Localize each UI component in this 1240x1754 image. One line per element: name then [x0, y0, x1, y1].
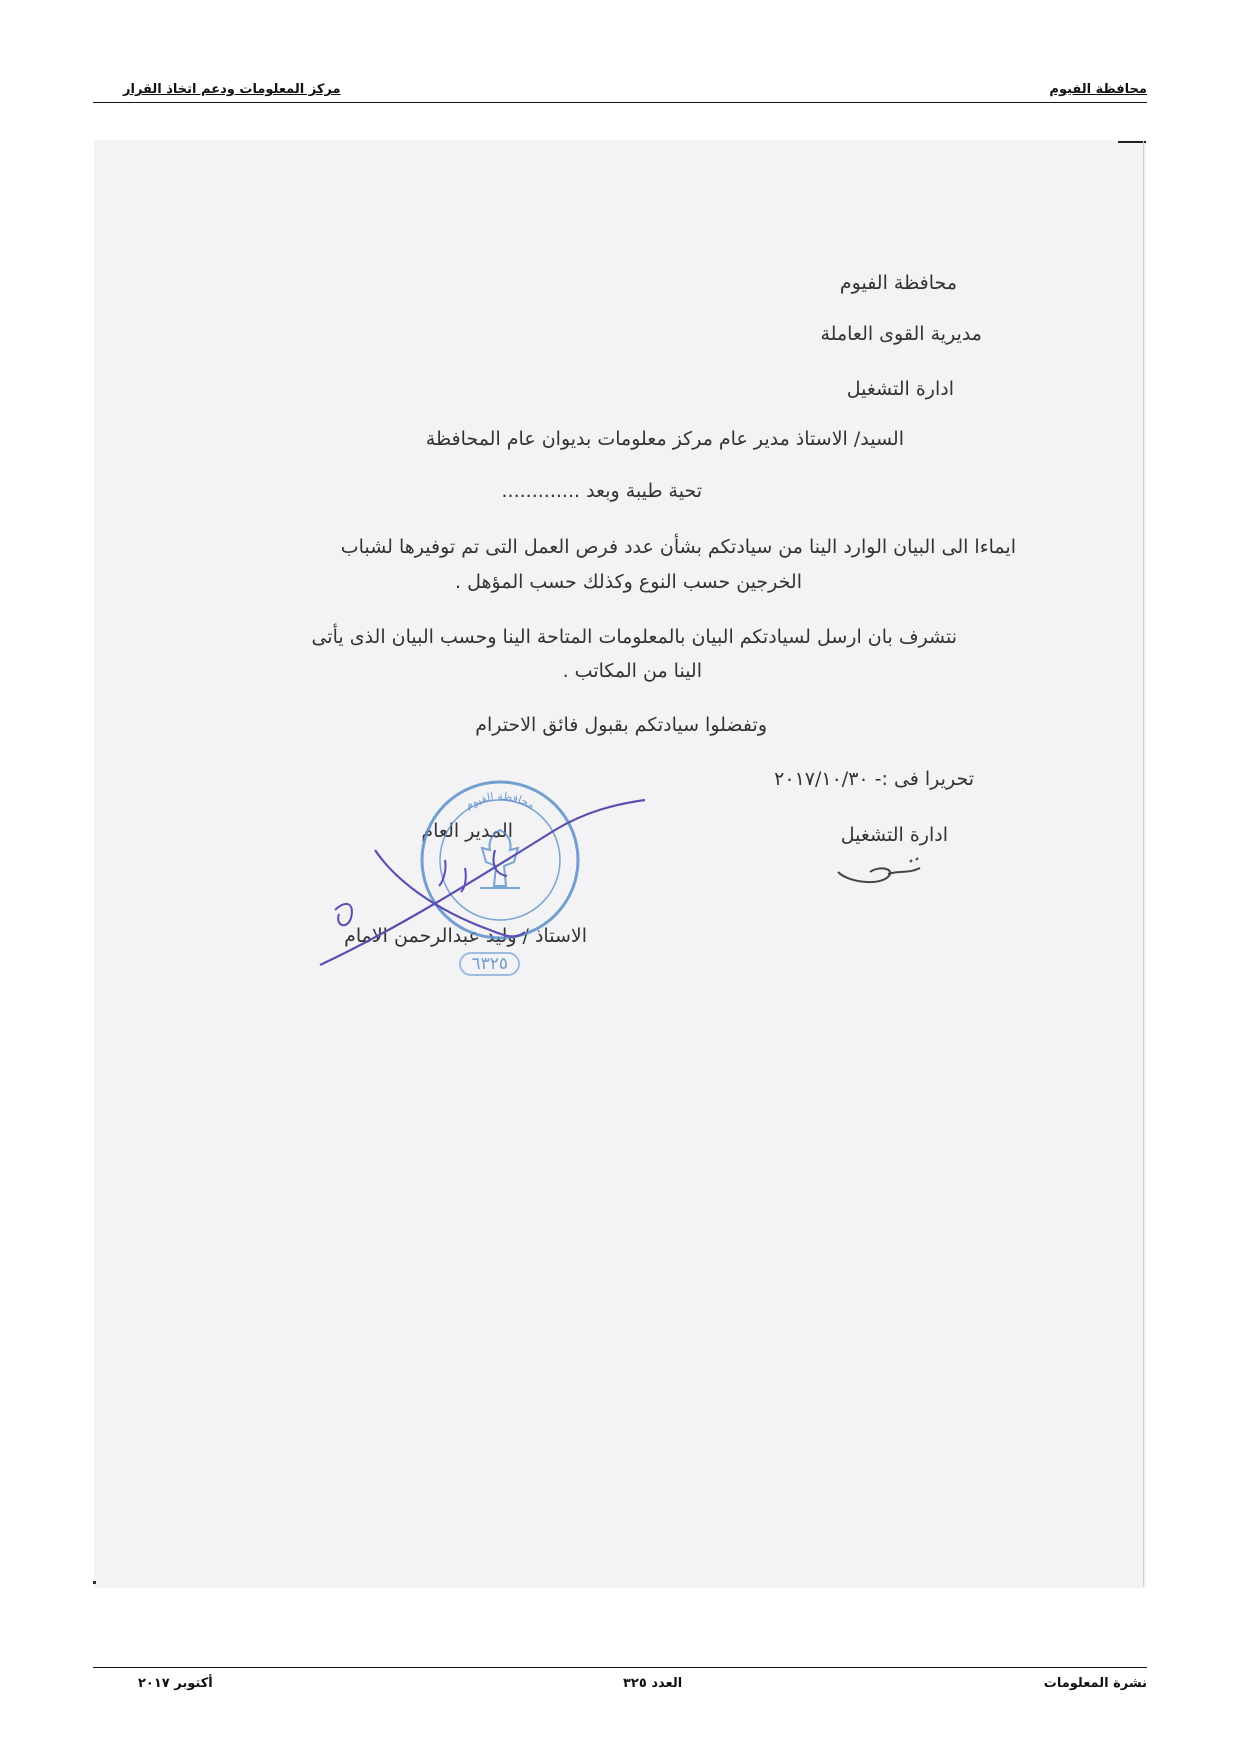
stamp-arc-text: محافظة الفيوم [462, 789, 538, 812]
scan-edge-line [1143, 141, 1144, 1587]
department-signature [830, 852, 940, 892]
letter-body2-line2: الينا من المكاتب . [562, 660, 702, 682]
letter-governorate: محافظة الفيوم [839, 272, 957, 294]
letter-addressee: السيد/ الاستاذ مدير عام مركز معلومات بديوان عام المحافظة [425, 428, 904, 450]
header-left-title: مركز المعلومات ودعم اتخاذ القرار [123, 82, 341, 97]
footer-left: أكتوبر ٢٠١٧ [138, 1676, 213, 1691]
letter-body1-line2: الخرجين حسب النوع وكذلك حسب المؤهل . [455, 571, 802, 593]
page-footer [93, 1667, 1147, 1698]
letter-date: تحريرا فى :- ٢٠١٧/١٠/٣٠ [774, 768, 974, 790]
letter-body2-line1: نتشرف بان ارسل لسيادتكم البيان بالمعلومات المتاحة الينا وحسب البيان الذى يأتى [311, 626, 957, 648]
director-signature [315, 790, 655, 990]
sign-title: المدير العام [421, 820, 513, 842]
letter-greeting: تحية طيبة وبعد ............. [501, 480, 702, 502]
scan-corner-mark [1118, 141, 1146, 143]
letter-body1-line1: ايماءا الى البيان الوارد الينا من سيادتكم بشأن عدد فرص العمل التى تم توفيرها لشباب [340, 536, 1016, 558]
header-right-title: محافظة الفيوم [1049, 82, 1147, 97]
scan-speck [93, 1581, 96, 1584]
sign-name: الاستاذ / وليد عبدالرحمن الامام [344, 925, 587, 947]
letter-closing: وتفضلوا سيادتكم بقبول فائق الاحترام [475, 714, 767, 736]
sign-department: ادارة التشغيل [840, 824, 948, 846]
stamp-number: ٦٣٢٥ [459, 952, 520, 976]
letter-department: ادارة التشغيل [846, 378, 954, 400]
footer-center: العدد ٣٢٥ [623, 1676, 683, 1691]
footer-right: نشرة المعلومات [1043, 1676, 1147, 1691]
letter-directorate: مديرية القوى العاملة [820, 323, 982, 345]
page-header [93, 80, 1147, 103]
